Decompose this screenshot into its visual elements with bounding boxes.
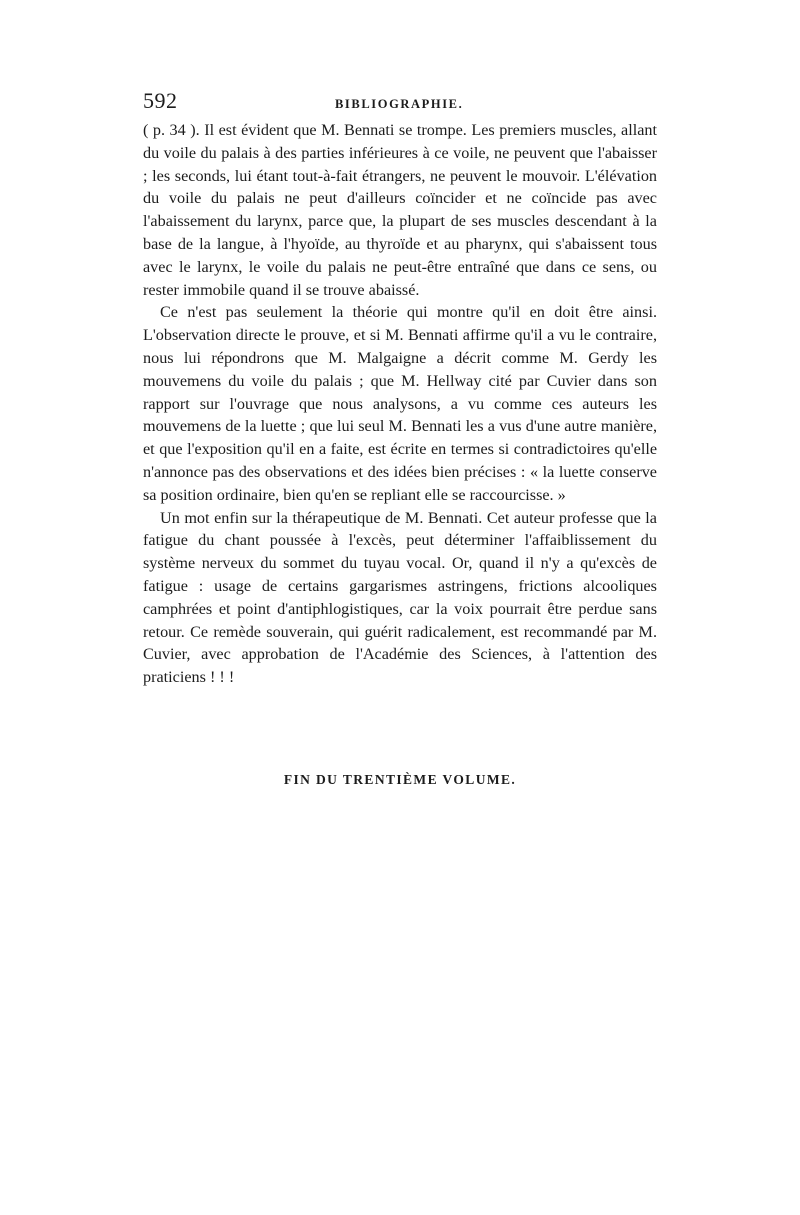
paragraph-3: Un mot enfin sur la thérapeutique de M. Bennati. Cet auteur professe que la fatigue du chant poussée à l'excès, peut déterminer l'affaiblissement du système nerveux du sommet du tuyau vocal. Or, quand il n'y a qu'excès de fatigue : usage de certains gargarismes astringens, frictions alcooliques camphrées et point d'antiphlogistiques, car la voix pourrait être perdue sans retour. Ce remède souverain, qui guérit radicalement, est recommandé par M. Cuvier, avec approbation de l'Académie des Sciences, à l'attention des praticiens ! ! ! — [143, 508, 657, 687]
show-through-text — [310, 700, 660, 718]
page-number: 592 — [143, 88, 178, 113]
paragraph-1: ( p. 34 ). Il est évident que M. Bennati se trompe. Les premiers muscles, allant du voile du palais à des parties inférieures à ce voile, ne peuvent que l'abaisser ; les seconds, lui étant tout-à-fait étrangers, ne peuvent le mouvoir. L'élévation du voile du palais ne peut d'ailleurs coïncider et ne coïncide pas avec l'abaissement du larynx, parce que, la plupart de ses muscles descendant à la base de la langue, à l'hyoïde, au thyroïde et au pharynx, qui s'abaissent tous avec le larynx, le voile du palais ne peut-être entraîné que dans ce sens, ou rester immobile quand il se trouve abaissé. — [143, 121, 657, 299]
page-header — [143, 88, 657, 120]
end-of-volume-mark: FIN DU TRENTIÈME VOLUME. — [283, 772, 517, 787]
body-text — [143, 119, 657, 689]
show-through-text — [520, 790, 660, 808]
show-through-text — [160, 760, 330, 778]
running-head: BIBLIOGRAPHIE. — [335, 97, 464, 111]
paragraph-2: Ce n'est pas seulement la théorie qui montre qu'il en doit être ainsi. L'observation directe le prouve, et si M. Bennati affirme qu'il a vu le contraire, nous lui répondrons que M. Malgaigne a décrit comme M. Gerdy les mouvemens du voile du palais ; que M. Hellway cité par Cuvier dans son rapport sur l'ouvrage que nous analysons, a vu comme ces auteurs les mouvemens de la luette ; que lui seul M. Bennati les a vus d'une autre manière, et que l'exposition qu'il en a faite, est écrite en termes si contradictoires qu'elle n'annonce pas des observations et des idées bien précises : « la luette conserve sa position ordinaire, bien qu'en se repliant elle se raccourcisse. » — [143, 303, 657, 504]
